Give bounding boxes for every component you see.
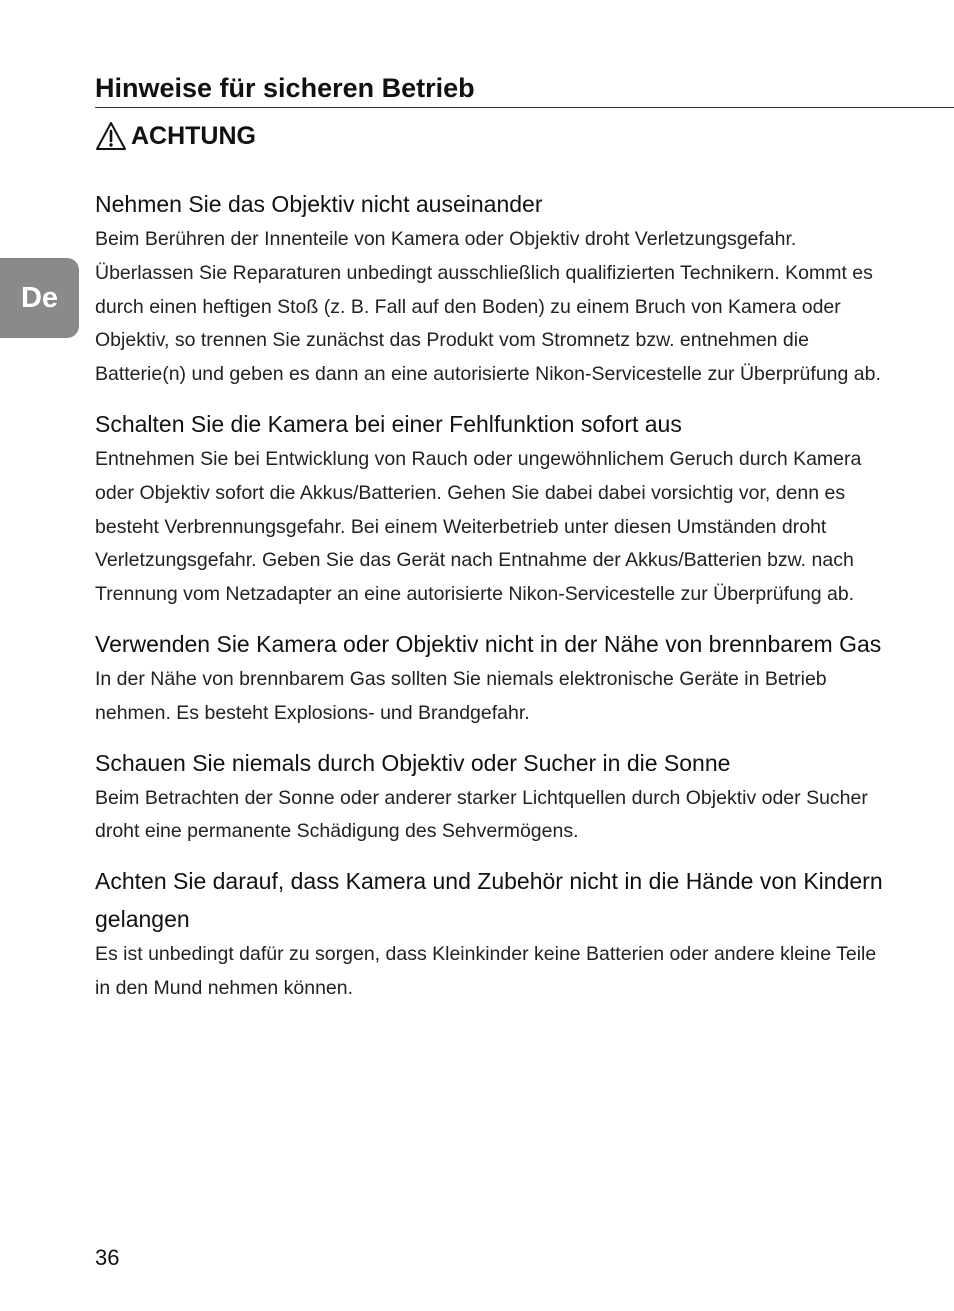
warning-triangle-icon <box>95 121 127 151</box>
section-heading: Achten Sie darauf, dass Kamera und Zubehör nicht in die Hände von Kindern gelangen <box>95 868 883 933</box>
section-body: Es ist unbedingt dafür zu sorgen, dass Kleinkinder keine Batterien oder andere kleine Teile in den Mund nehmen können. <box>95 943 877 999</box>
section-body: Entnehmen Sie bei Entwicklung von Rauch oder ungewöhnlichem Geruch durch Kamera oder Objektiv sofort die Akkus/Batterien. Gehen Sie dabei dabei vorsichtig vor, denn es besteht Verbrennungsgefahr. Bei einem Weiterbetrieb unter diesen Umständen droht Verletzungsgefahr. Geben Sie das Gerät nach Entnahme der Akkus/Batterien bzw. nach Trennung vom Netzadapter an eine autorisierte Nikon-Servicestelle zur Überprüfung ab. <box>95 447 862 606</box>
section-body: Beim Betrachten der Sonne oder anderer starker Lichtquellen durch Objektiv oder Sucher droht eine permanente Schädigung des Sehvermögens. <box>95 786 868 843</box>
section-heading: Schalten Sie die Kamera bei einer Fehlfunktion sofort aus <box>95 410 682 437</box>
language-tab-label: De <box>20 281 59 314</box>
section-children <box>95 862 885 1006</box>
warning-label: ACHTUNG <box>131 122 256 150</box>
title-divider <box>95 107 954 108</box>
page-number: 36 <box>95 1245 120 1270</box>
section-heading: Schauen Sie niemals durch Objektiv oder Sucher in die Sonne <box>95 749 731 776</box>
language-tab <box>0 258 79 338</box>
section-sun <box>95 744 885 850</box>
section-disassembly <box>95 185 885 392</box>
section-flammable-gas <box>95 625 885 731</box>
safety-sections <box>95 185 885 1019</box>
section-malfunction <box>95 405 885 612</box>
section-heading: Verwenden Sie Kamera oder Objektiv nicht in der Nähe von brennbarem Gas <box>95 630 882 657</box>
warning-header <box>95 119 256 153</box>
page-title: Hinweise für sicheren Betrieb <box>95 73 475 103</box>
section-body: In der Nähe von brennbarem Gas sollten Sie niemals elektronische Geräte in Betrieb nehmen. Es besteht Explosions- und Brandgefahr. <box>95 667 827 724</box>
section-body: Beim Berühren der Innenteile von Kamera oder Objektiv droht Verletzungsgefahr. Überlassen Sie Reparaturen unbedingt ausschließlich qualifizierten Technikern. Kommt es durch einen heftigen Stoß (z. B. Fall auf den Boden) zu einem Bruch von Kamera oder Objektiv, so trennen Sie zunächst das Produkt vom Stromnetz bzw. entnehmen die Batterie(n) und geben es dann an eine autorisierte Nikon-Servicestelle zur Überprüfung ab. <box>95 228 881 386</box>
section-heading: Nehmen Sie das Objektiv nicht auseinander <box>95 191 543 217</box>
